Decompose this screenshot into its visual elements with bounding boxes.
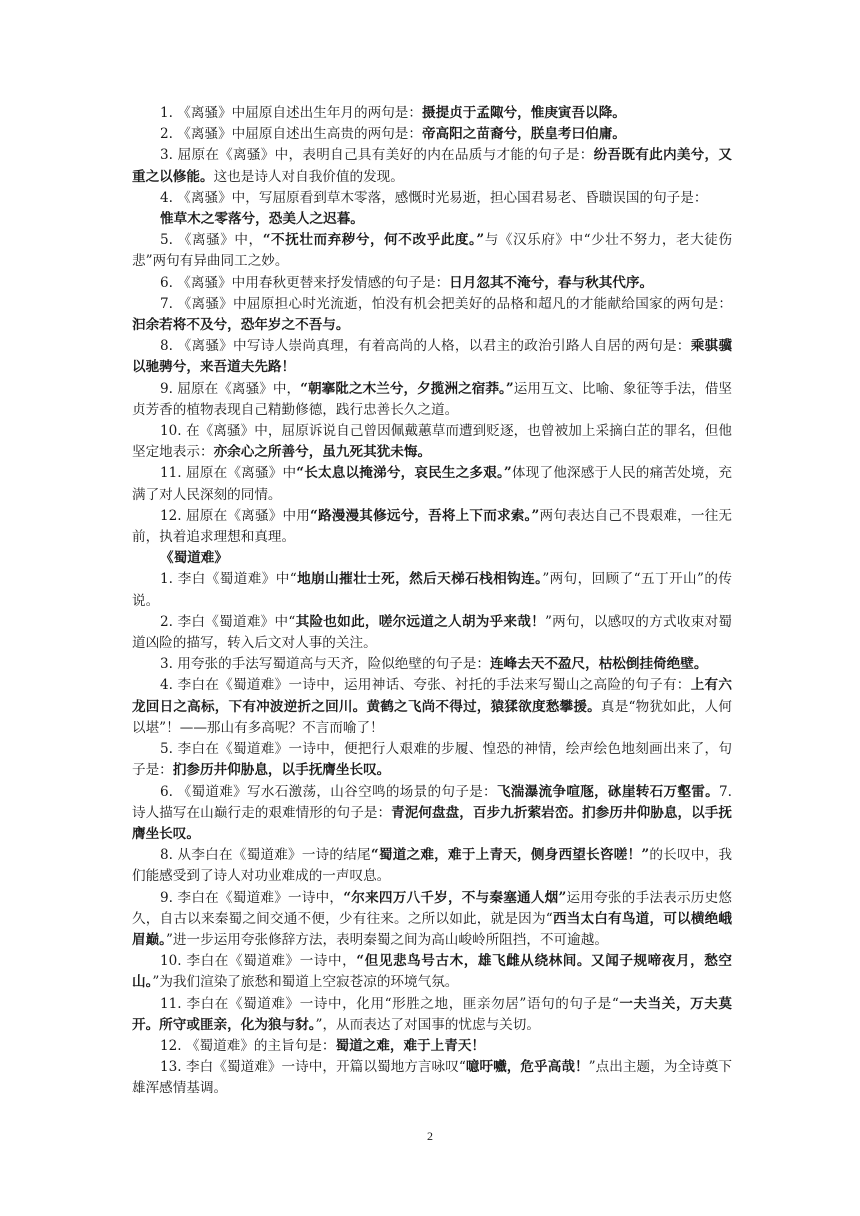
item-text: 《离骚》中用春秋更替来抒发情感的句子是： — [177, 274, 450, 291]
item-answer: 日月忽其不淹兮，春与秋其代序。 — [449, 274, 654, 291]
item-text: 两句表达自己不畏艰难，一往无前，执着追求理想和真理。 — [132, 507, 732, 546]
item-text: 用夸张的手法写蜀道高与天齐，险似绝壁的句子是： — [177, 656, 490, 673]
item-number: 2. — [160, 613, 178, 630]
item-text: 屈原在《离骚》中用 — [186, 507, 311, 524]
item-answer: 飞湍瀑流争喧豗，砯崖转石万壑雷。 — [496, 783, 720, 800]
item-answer: “尔来四万八千岁，不与秦塞通人烟” — [343, 889, 567, 906]
item-number: 1. — [160, 571, 178, 588]
item-answer: “路漫漫其修远兮，吾将上下而求索。” — [310, 507, 540, 524]
list-item — [132, 421, 732, 463]
list-item — [132, 612, 732, 654]
item-answer: 一夫当关，万夫莫开。所守或匪亲，化为狼与豺。 — [132, 995, 732, 1033]
item-number: 12. — [160, 1037, 186, 1054]
item-text: 与《汉乐府》中“少壮不努力，老大徒伤悲”两句有异曲同工之妙。 — [132, 232, 733, 270]
item-text: 体现了他深感于人民的痛苦处境，充满了对人民深刻的同情。 — [132, 465, 732, 503]
item-text: 屈原在《离骚》中 — [186, 465, 297, 482]
item-text: 李白在《蜀道难》一诗中， — [177, 889, 344, 906]
item-answer: 上有六龙回日之高标，下有冲波逆折之回川。黄鹤之飞尚不得过，猿猱欲度愁攀援。 — [132, 677, 733, 715]
item-number: 9. — [160, 380, 178, 397]
item-answer: “不抚壮而弃秽兮，何不改乎此度。” — [262, 232, 485, 249]
item-text: 《离骚》中写诗人崇尚真理，有着高尚的人格，以君主的政治引路人自居的两句是： — [177, 338, 691, 355]
item-text: 屈原在《离骚》中， — [177, 380, 301, 397]
item-number: 5. — [160, 232, 178, 249]
item-answer: “长太息以掩涕兮，哀民生之多艰。” — [296, 465, 512, 482]
item-number: 12. — [160, 507, 187, 524]
item-number: 13. — [160, 1059, 186, 1076]
list-item — [132, 124, 732, 145]
item-text: 《离骚》中屈原担心时光流逝，怕没有机会把美好的品格和超凡的才能献给国家的两句是： — [177, 295, 733, 312]
item-text: 《离骚》中屈原自述出生年月的两句是： — [177, 105, 422, 121]
item-number: 9. — [160, 889, 178, 906]
item-number: 3. — [160, 147, 178, 164]
item-number: 4. — [160, 677, 178, 694]
item-number: 3. — [160, 656, 178, 673]
list-item — [132, 1057, 732, 1099]
item-text: 《蜀道难》写水石激荡，山谷空鸣的场景的句子是： — [177, 783, 497, 800]
list-item — [132, 379, 732, 421]
list-item — [132, 294, 732, 336]
item-number: 2. — [160, 126, 178, 143]
list-item — [132, 675, 732, 739]
item-answer: 帝高阳之苗裔兮，朕皇考曰伯庸。 — [421, 126, 626, 143]
list-item — [132, 569, 732, 611]
item-text: ”，从而表达了对国事的忧虑与关切。 — [315, 1016, 540, 1033]
item-text: 的长叹中，我们能感受到了诗人对功业难成的一声叹息。 — [132, 847, 733, 885]
item-text: 在《离骚》中，屈原诉说自己曾因佩戴蕙草而遭到贬逐，也曾被加上采摘白芷的罪名，但他坚定地表示： — [132, 423, 732, 461]
list-item — [132, 273, 732, 294]
item-answer: 蜀道之难，难于上青天！ — [335, 1037, 486, 1054]
item4-answer: 惟草木之零落兮，恐美人之迟暮。 — [160, 211, 364, 228]
item-number: 6. — [160, 274, 178, 291]
item-number: 10. — [160, 953, 187, 970]
page-number: 2 — [427, 1129, 433, 1143]
item-number: 10. — [160, 423, 186, 440]
item-text: 从李白在《蜀道难》一诗的结尾 — [177, 847, 371, 864]
item-answer: 乘骐骥以驰骋兮，来吾道夫先路！ — [132, 338, 733, 376]
list-item — [132, 230, 732, 272]
item-text: 李白在《蜀道难》一诗中，运用神话、夸张、衬托的手法来写蜀山之高险的句子有： — [177, 677, 691, 694]
item-text: 7. 诗人描写在山巅行走的艰难情形的句子是： — [132, 783, 733, 821]
item-answer: 摄提贞于孟陬兮，惟庚寅吾以降。 — [421, 105, 626, 121]
item-answer: 噫吁嚱，危乎高哉！ — [465, 1059, 589, 1076]
item-text: ”进一步运用夸张修辞方法，表明秦蜀之间为高山峻岭所阻挡，不可逾越。 — [165, 931, 608, 948]
item-number: 1. — [160, 105, 178, 121]
item-number: 7. — [160, 295, 178, 312]
list-item — [132, 506, 732, 548]
item-text: 《离骚》中， — [177, 232, 263, 249]
item-text: 屈原在《离骚》中，表明自己具有美好的内在品质与才能的句子是： — [177, 147, 594, 164]
item-answer: 西当太白有鸟道，可以横绝峨眉巅。 — [132, 910, 732, 948]
list-item — [132, 845, 732, 887]
list-item — [132, 654, 732, 675]
item-text: 《蜀道难》的主旨句是： — [185, 1037, 336, 1054]
item-answer: 亦余心之所善兮，虽九死其犹未悔。 — [213, 444, 432, 461]
item-answer: “朝搴阰之木兰兮，夕揽洲之宿莽。” — [300, 380, 514, 397]
list-item — [132, 782, 732, 846]
list-item — [132, 336, 732, 378]
item-answer: 纷吾既有此内美兮，又重之以修能。 — [132, 147, 733, 185]
item-number: 5. — [160, 741, 178, 758]
item-text: 这也是诗人对自我价值的发现。 — [213, 168, 404, 185]
item-text: 李白《蜀道难》一诗中，开篇以蜀地方言咏叹“ — [186, 1059, 466, 1076]
item-answer: 扪参历井仰胁息，以手抚膺坐长叹。 — [172, 762, 391, 779]
item-text: 李白在《蜀道难》一诗中，化用“形胜之地，匪亲勿居”语句的句子是“ — [186, 995, 619, 1012]
item-number: 8. — [160, 338, 178, 355]
list-item — [132, 994, 732, 1036]
item-text: ”两句，以感叹的方式收束对蜀道凶险的描写，转入后文对人事的关注。 — [132, 613, 733, 652]
list-item — [132, 145, 732, 187]
list-item — [132, 463, 732, 505]
item-answer: 汩余若将不及兮，恐年岁之不吾与。 — [132, 317, 350, 334]
item-text: ”点出主题，为全诗奠下雄浑感情基调。 — [132, 1059, 732, 1097]
list-item — [132, 188, 732, 209]
item-answer: 地崩山摧壮士死，然后天梯石栈相钩连。 — [296, 571, 543, 588]
item-text: 李白在《蜀道难》一诗中，便把行人艰难的步履、惶恐的神情，绘声绘色地刻画出来了，句子是： — [132, 741, 733, 779]
item-text: 《离骚》中，写屈原看到草木零落，感慨时光易逝，担心国君易老、昏聩误国的句子是： — [177, 189, 708, 206]
list-item — [132, 103, 732, 124]
item-number: 11. — [160, 995, 187, 1012]
item-answer: “蜀道之难，难于上青天，侧身西望长咨嗟！” — [370, 847, 650, 864]
item-number: 6. — [160, 783, 178, 800]
item-text: 《离骚》中屈原自述出生高贵的两句是： — [177, 126, 422, 143]
item-text: 李白《蜀道难》中“ — [177, 571, 297, 588]
item-text: 运用夸张的手法表示历史悠久，自古以来秦蜀之间交通不便，少有往来。之所以如此，就是因为“ — [132, 889, 733, 927]
list-item — [132, 1036, 732, 1057]
item-number: 8. — [160, 847, 178, 864]
item-answer: 其险也如此，嗟尔远道之人胡为乎来哉！ — [295, 613, 545, 630]
section-heading-shudaonan: 《蜀道难》 — [160, 550, 228, 567]
document-body — [132, 103, 732, 1100]
item-number: 11. — [160, 465, 187, 482]
item-text: 运用互文、比喻、象征等手法，借坚贞芳香的植物表现自己精勤修德，践行忠善长久之道。 — [132, 380, 732, 418]
item-text: 李白《蜀道难》中“ — [177, 613, 296, 630]
item-text: ”为我们渲染了旅愁和蜀道上空寂苍凉的环境气氛。 — [152, 974, 459, 991]
item-answer: “但见悲鸟号古木，雄飞雌从绕林间。又闻子规啼夜月，愁空山。 — [132, 953, 732, 991]
item-answer: 青泥何盘盘，百步九折萦岩峦。扪参历井仰胁息，以手抚膺坐长叹。 — [132, 804, 732, 842]
item-text: 真是“物犹如此，人何以堪”！——那山有多高呢？不言而喻了！ — [132, 698, 732, 736]
item-number: 4. — [160, 189, 178, 206]
list-item — [132, 951, 732, 993]
item-text: 李白在《蜀道难》一诗中， — [186, 953, 357, 970]
list-item — [132, 888, 732, 952]
list-item — [132, 739, 732, 781]
item-text: ”两句，回顾了“五丁开山”的传说。 — [132, 571, 732, 609]
item-answer: 连峰去天不盈尺，枯松倒挂倚绝壁。 — [489, 656, 708, 673]
